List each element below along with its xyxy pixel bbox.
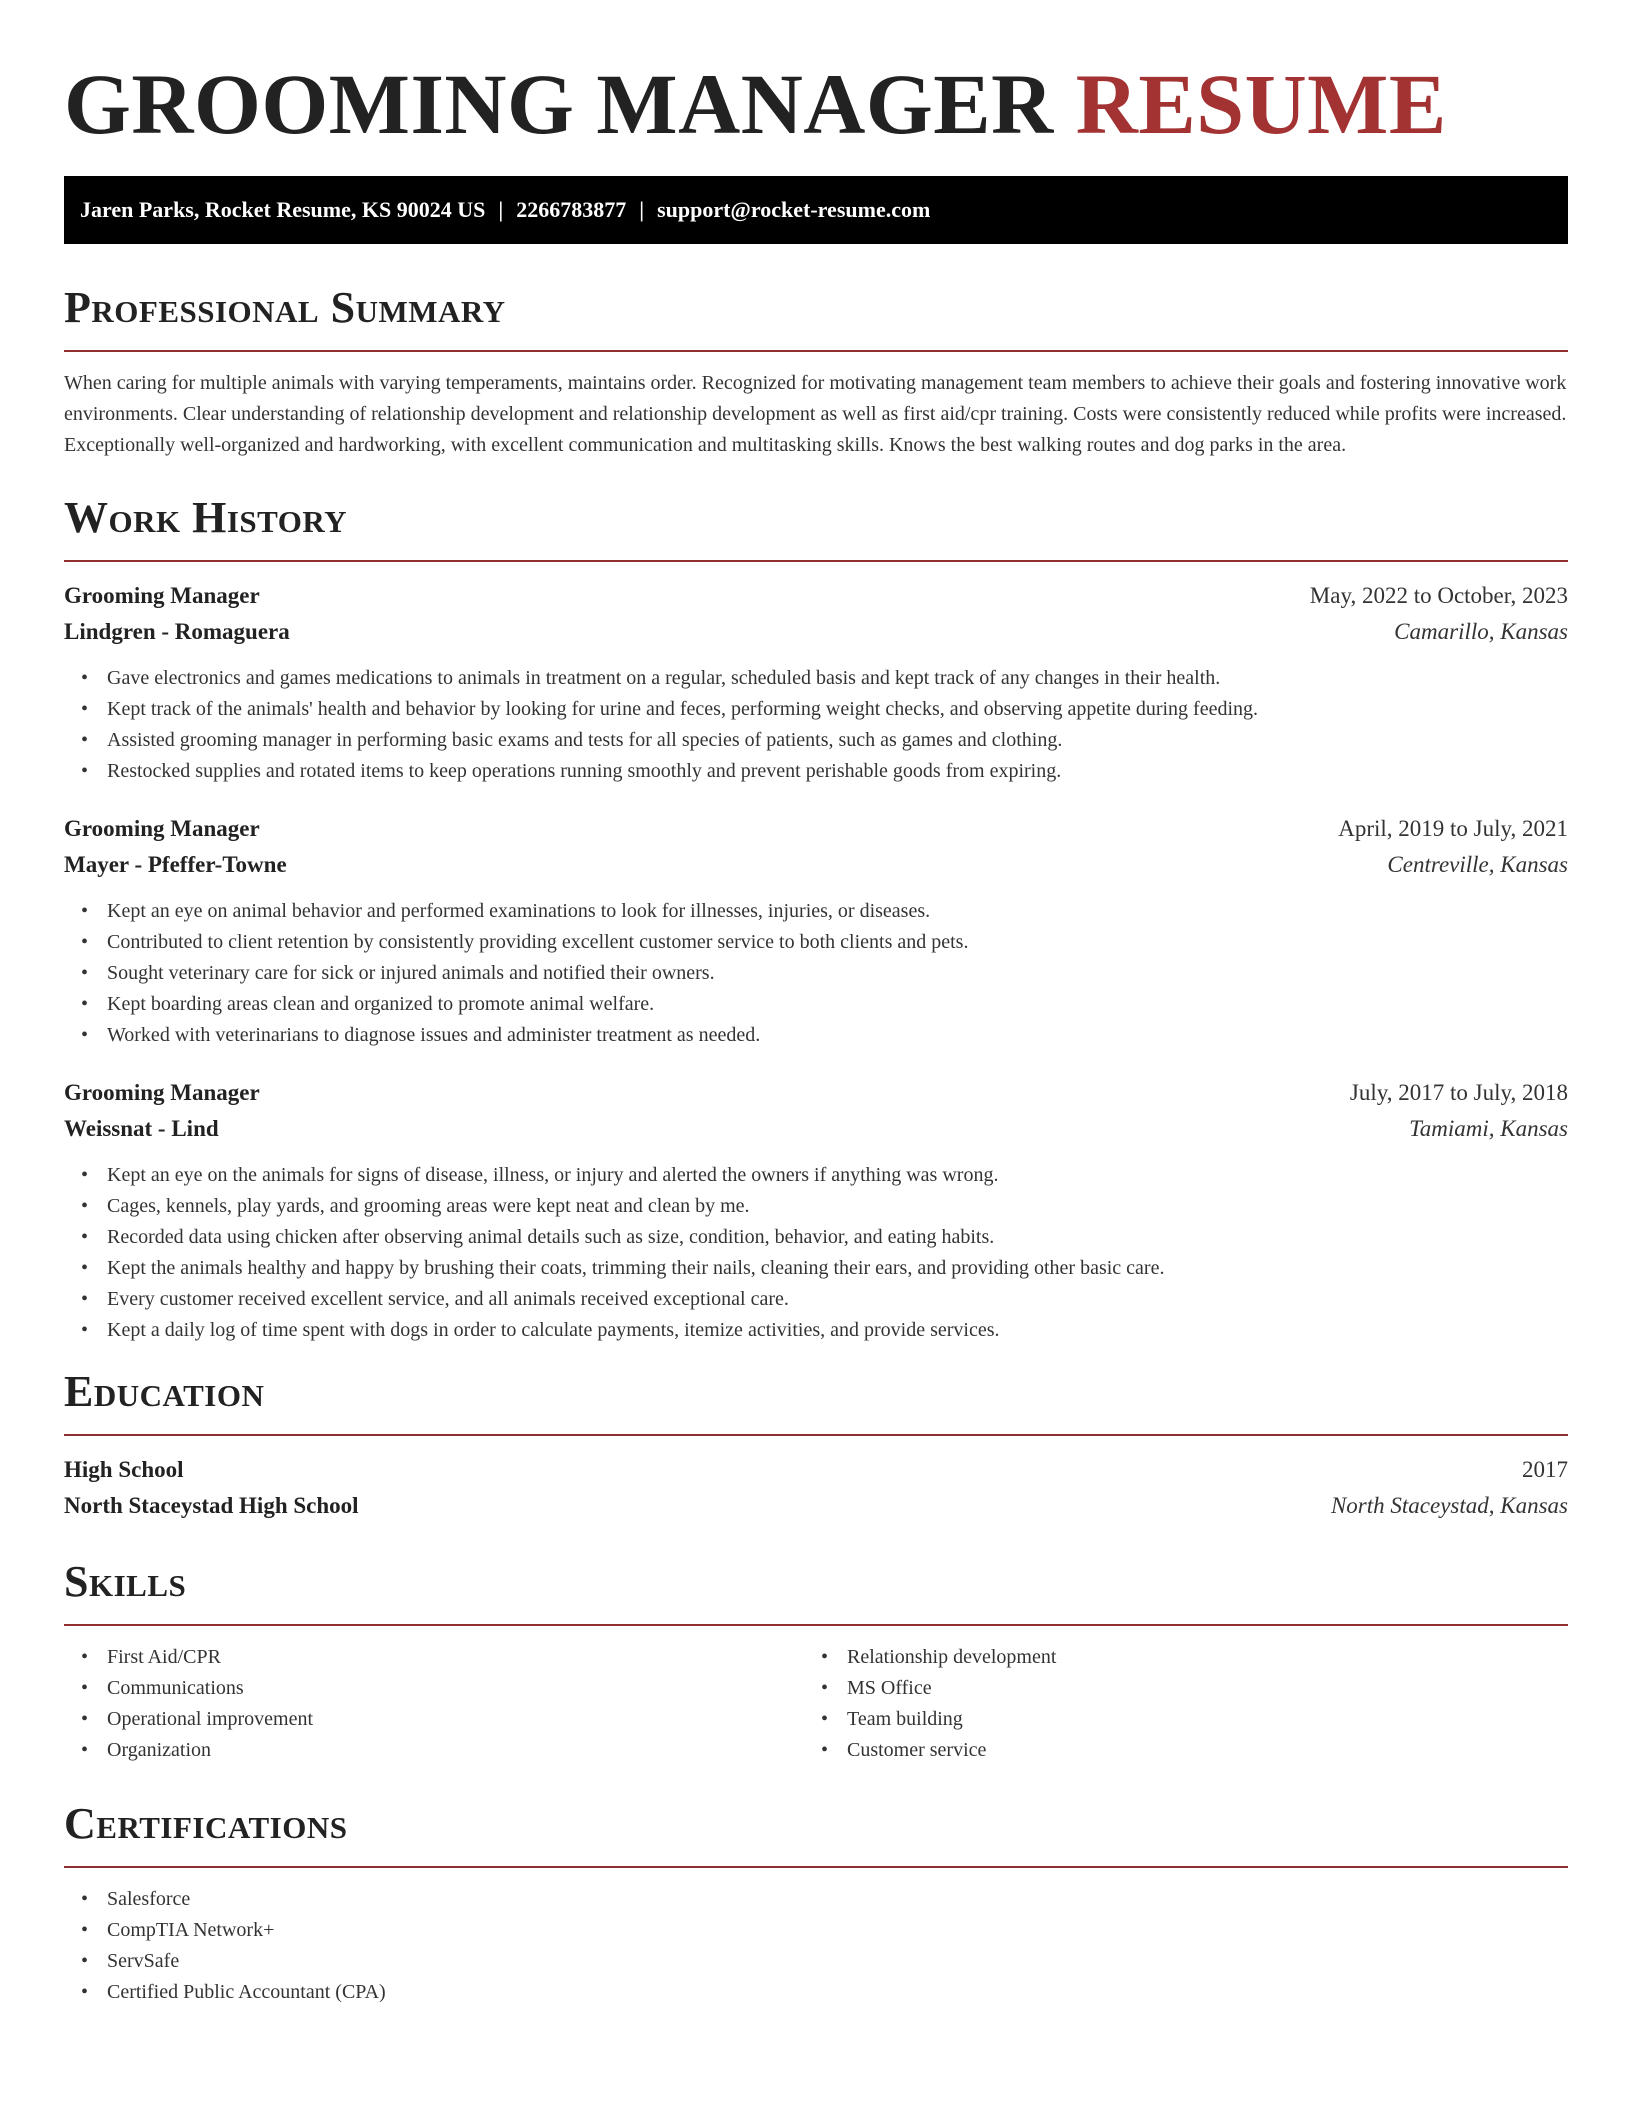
education-year: 2017 xyxy=(1522,1457,1568,1482)
job-company: Mayer - Pfeffer-Towne xyxy=(64,852,287,877)
skill-item: • Organization xyxy=(64,1735,804,1766)
title-accent: RESUME xyxy=(1075,56,1447,152)
job-bullet: • Contributed to client retention by consistently providing excellent customer service to both clients and pets. xyxy=(64,927,1568,958)
certifications-list xyxy=(64,1884,1568,2008)
job-bullet: • Assisted grooming manager in performing basic exams and tests for all species of patients, such as games and clothing. xyxy=(64,725,1568,756)
certification-item: • ServSafe xyxy=(64,1946,1568,1977)
job-location: Tamiami, Kansas xyxy=(1409,1116,1568,1141)
job-title: Grooming Manager xyxy=(64,816,260,841)
certification-item: • Certified Public Accountant (CPA) xyxy=(64,1977,1568,2008)
work-history-heading: Work History xyxy=(64,493,348,542)
education-location: North Staceystad, Kansas xyxy=(1330,1493,1568,1518)
job-bullet: • Kept track of the animals' health and behavior by looking for urine and feces, performing weight checks, and observing appetite during feeding. xyxy=(64,694,1568,725)
education-degree: High School xyxy=(64,1457,184,1482)
skills-list xyxy=(64,1642,1568,1766)
job-company: Weissnat - Lind xyxy=(64,1116,219,1141)
skills-heading: Skills xyxy=(64,1557,187,1606)
certification-item: • CompTIA Network+ xyxy=(64,1915,1568,1946)
job-bullet: • Kept an eye on animal behavior and performed examinations to look for illnesses, injuries, or diseases. xyxy=(64,896,1568,927)
skill-item: • Team building xyxy=(804,1704,1544,1735)
job-bullet: • Recorded data using chicken after observing animal details such as size, condition, behavior, and eating habits. xyxy=(64,1222,1568,1253)
job-bullet: • Every customer received excellent service, and all animals received exceptional care. xyxy=(64,1284,1568,1315)
contact-bar xyxy=(64,176,1568,244)
job-bullet: • Gave electronics and games medications to animals in treatment on a regular, scheduled basis and kept track of any changes in their health. xyxy=(64,663,1568,694)
job-title: Grooming Manager xyxy=(64,1080,260,1105)
job-bullet: • Kept an eye on the animals for signs of disease, illness, or injury and alerted the owners if anything was wrong. xyxy=(64,1160,1568,1191)
skill-item: • Customer service xyxy=(804,1735,1544,1766)
certifications-heading: Certifications xyxy=(64,1799,348,1848)
job-company: Lindgren - Romaguera xyxy=(64,619,290,644)
section-divider xyxy=(64,350,1568,352)
summary-text: When caring for multiple animals with varying temperaments, maintains order. Recognized for motivating management team members to achieve their goals and fostering innovative work environments. Clear understanding of relationship development and relationship development as well as first aid/cpr training. Costs were consistently reduced while profits were increased. Exceptionally well-organized and hardworking, with excellent communication and multitasking skills. Knows the best walking routes and dog parks in the area. xyxy=(64,372,1567,456)
job-bullet: • Sought veterinary care for sick or injured animals and notified their owners. xyxy=(64,958,1568,989)
job-bullets xyxy=(64,896,1568,1051)
job-bullet: • Kept boarding areas clean and organized to promote animal welfare. xyxy=(64,989,1568,1020)
job-title: Grooming Manager xyxy=(64,583,260,608)
skill-item: • Communications xyxy=(64,1673,804,1704)
job-location: Centreville, Kansas xyxy=(1387,852,1568,877)
skills-column-left xyxy=(64,1642,804,1766)
title-main: GROOMING MANAGER xyxy=(64,56,1054,152)
job-entry xyxy=(64,811,1568,1051)
skill-item: • Operational improvement xyxy=(64,1704,804,1735)
job-entry xyxy=(64,578,1568,787)
job-bullet: • Cages, kennels, play yards, and grooming areas were kept neat and clean by me. xyxy=(64,1191,1568,1222)
job-dates: July, 2017 to July, 2018 xyxy=(1349,1080,1568,1105)
resume-page xyxy=(64,0,1568,2008)
job-entry xyxy=(64,1075,1568,1346)
skill-item: • MS Office xyxy=(804,1673,1544,1704)
job-bullet: • Restocked supplies and rotated items to keep operations running smoothly and prevent perishable goods from expiring. xyxy=(64,756,1568,787)
skill-item: • Relationship development xyxy=(804,1642,1544,1673)
skill-item: • First Aid/CPR xyxy=(64,1642,804,1673)
contact-separator: | xyxy=(498,197,504,222)
education-heading: Education xyxy=(64,1367,265,1416)
job-bullet: • Worked with veterinarians to diagnose issues and administer treatment as needed. xyxy=(64,1020,1568,1051)
contact-separator: | xyxy=(639,197,645,222)
job-bullets xyxy=(64,663,1568,787)
job-dates: May, 2022 to October, 2023 xyxy=(1309,583,1568,608)
job-bullets xyxy=(64,1160,1568,1346)
summary-heading: Professional Summary xyxy=(64,283,506,332)
job-bullet: • Kept the animals healthy and happy by brushing their coats, trimming their nails, cleaning their ears, and providing other basic care. xyxy=(64,1253,1568,1284)
job-dates: April, 2019 to July, 2021 xyxy=(1338,816,1568,841)
job-bullet: • Kept a daily log of time spent with dogs in order to calculate payments, itemize activities, and provide services. xyxy=(64,1315,1568,1346)
certification-item: • Salesforce xyxy=(64,1884,1568,1915)
contact-email[interactable]: support@rocket-resume.com xyxy=(657,197,931,222)
skills-column-right xyxy=(804,1642,1544,1766)
contact-address: Jaren Parks, Rocket Resume, KS 90024 US xyxy=(80,197,486,222)
education-entry xyxy=(64,1452,1568,1524)
contact-phone[interactable]: 2266783877 xyxy=(516,197,627,222)
job-location: Camarillo, Kansas xyxy=(1394,619,1568,644)
resume-title xyxy=(64,58,1568,150)
education-school: North Staceystad High School xyxy=(64,1493,359,1518)
